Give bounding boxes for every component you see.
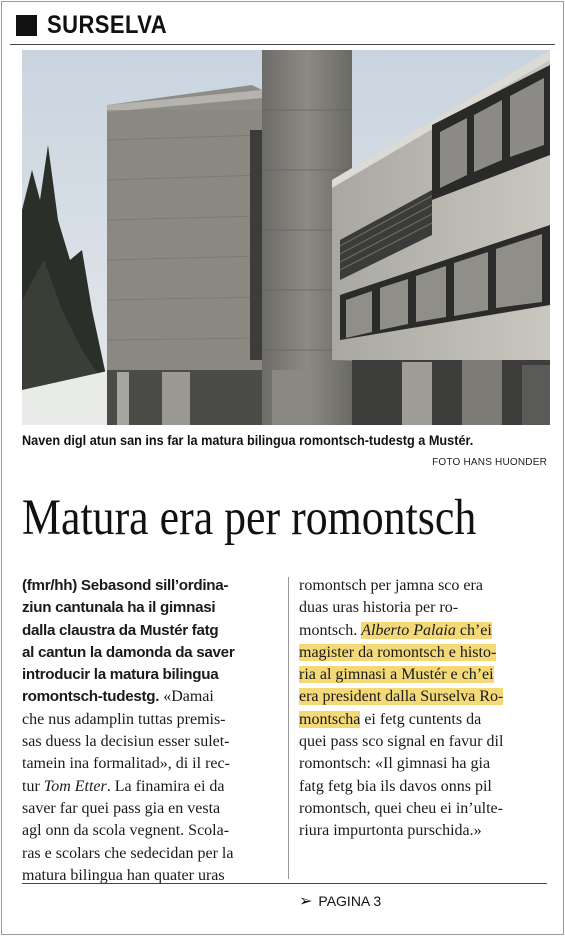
- section-square-icon: [16, 15, 37, 36]
- section-header: [16, 10, 183, 40]
- article-line: montsch. Alberto Palaia ch’ei: [299, 621, 492, 639]
- article-line: [299, 642, 552, 664]
- article-line: tamein ina formalitad», di il rec-: [22, 755, 230, 773]
- article-line: [299, 664, 552, 686]
- article-lead-fragment: romontsch-tudestg.: [22, 688, 160, 706]
- highlighted-text: era president dalla Surselva Ro-: [299, 688, 504, 706]
- article-line: montscha ei fetg cuntents da: [299, 710, 482, 728]
- arrow-right-icon: ➢: [299, 893, 313, 910]
- article-line: che nus adamplin tuttas premis-: [22, 710, 226, 728]
- article-headline: Matura era per romontsch: [22, 490, 477, 546]
- article-line: romontsch: «Il gimnasi ha gia: [299, 755, 491, 773]
- article-line: al cantun la damonda da saver: [22, 643, 235, 661]
- column-divider: [288, 577, 289, 879]
- article-line: romontsch, quei cheu ei in’ulte-: [299, 799, 503, 817]
- footer-divider: [22, 883, 547, 884]
- article-line: sas duess la decisiun esser sulet-: [22, 733, 230, 751]
- article-line: (fmr/hh) Sebasond sill’ordina-: [22, 577, 229, 594]
- photo-caption: Naven digl atun san ins far la matura bilingua romontsch-tudestg a Mustér.: [22, 433, 474, 448]
- newspaper-page: [1, 1, 564, 935]
- article-line: tur Tom Etter. La finamira ei da: [22, 777, 225, 795]
- continuation-link[interactable]: [299, 891, 381, 911]
- article-line: ziun cantunala ha il gimnasi: [22, 599, 216, 617]
- article-line: duas uras historia per ro-: [299, 599, 459, 617]
- article-line: fatg fetg bia ils davos onns pil: [299, 777, 492, 795]
- article-line: dalla claustra da Mustér fatg: [22, 621, 219, 639]
- article-line: saver far quei pass gia en vesta: [22, 799, 221, 817]
- header-divider: [10, 44, 555, 45]
- highlighted-text: ria al gimnasi a Mustér e ch’ei: [299, 666, 494, 684]
- article-line: quei pass sco signal en favur dil: [299, 733, 504, 751]
- article-line: romontsch-tudestg. «Damai: [22, 688, 214, 706]
- article-body: [22, 575, 552, 885]
- article-line: riura impurtonta purschida.»: [299, 822, 482, 840]
- article-line: romontsch per jamna sco era: [299, 577, 483, 594]
- photo-credit: FOTO HANS HUONDER: [432, 457, 547, 468]
- article-column-left: [22, 575, 275, 887]
- article-line: [299, 686, 552, 708]
- article-line: ras e scolars che sedecidan per la: [22, 844, 234, 862]
- article-line: introducir la matura bilingua: [22, 666, 219, 684]
- highlighted-text: magister da romontsch e histo-: [299, 643, 497, 661]
- continuation-label: PAGINA 3: [318, 893, 382, 909]
- article-column-right: [299, 575, 552, 843]
- article-line: agl onn da scola vegnent. Scola-: [22, 822, 230, 840]
- article-line: matura bilingua han quater uras: [22, 866, 225, 884]
- section-title: SURSELVA: [47, 10, 168, 39]
- building-photo: [22, 50, 550, 425]
